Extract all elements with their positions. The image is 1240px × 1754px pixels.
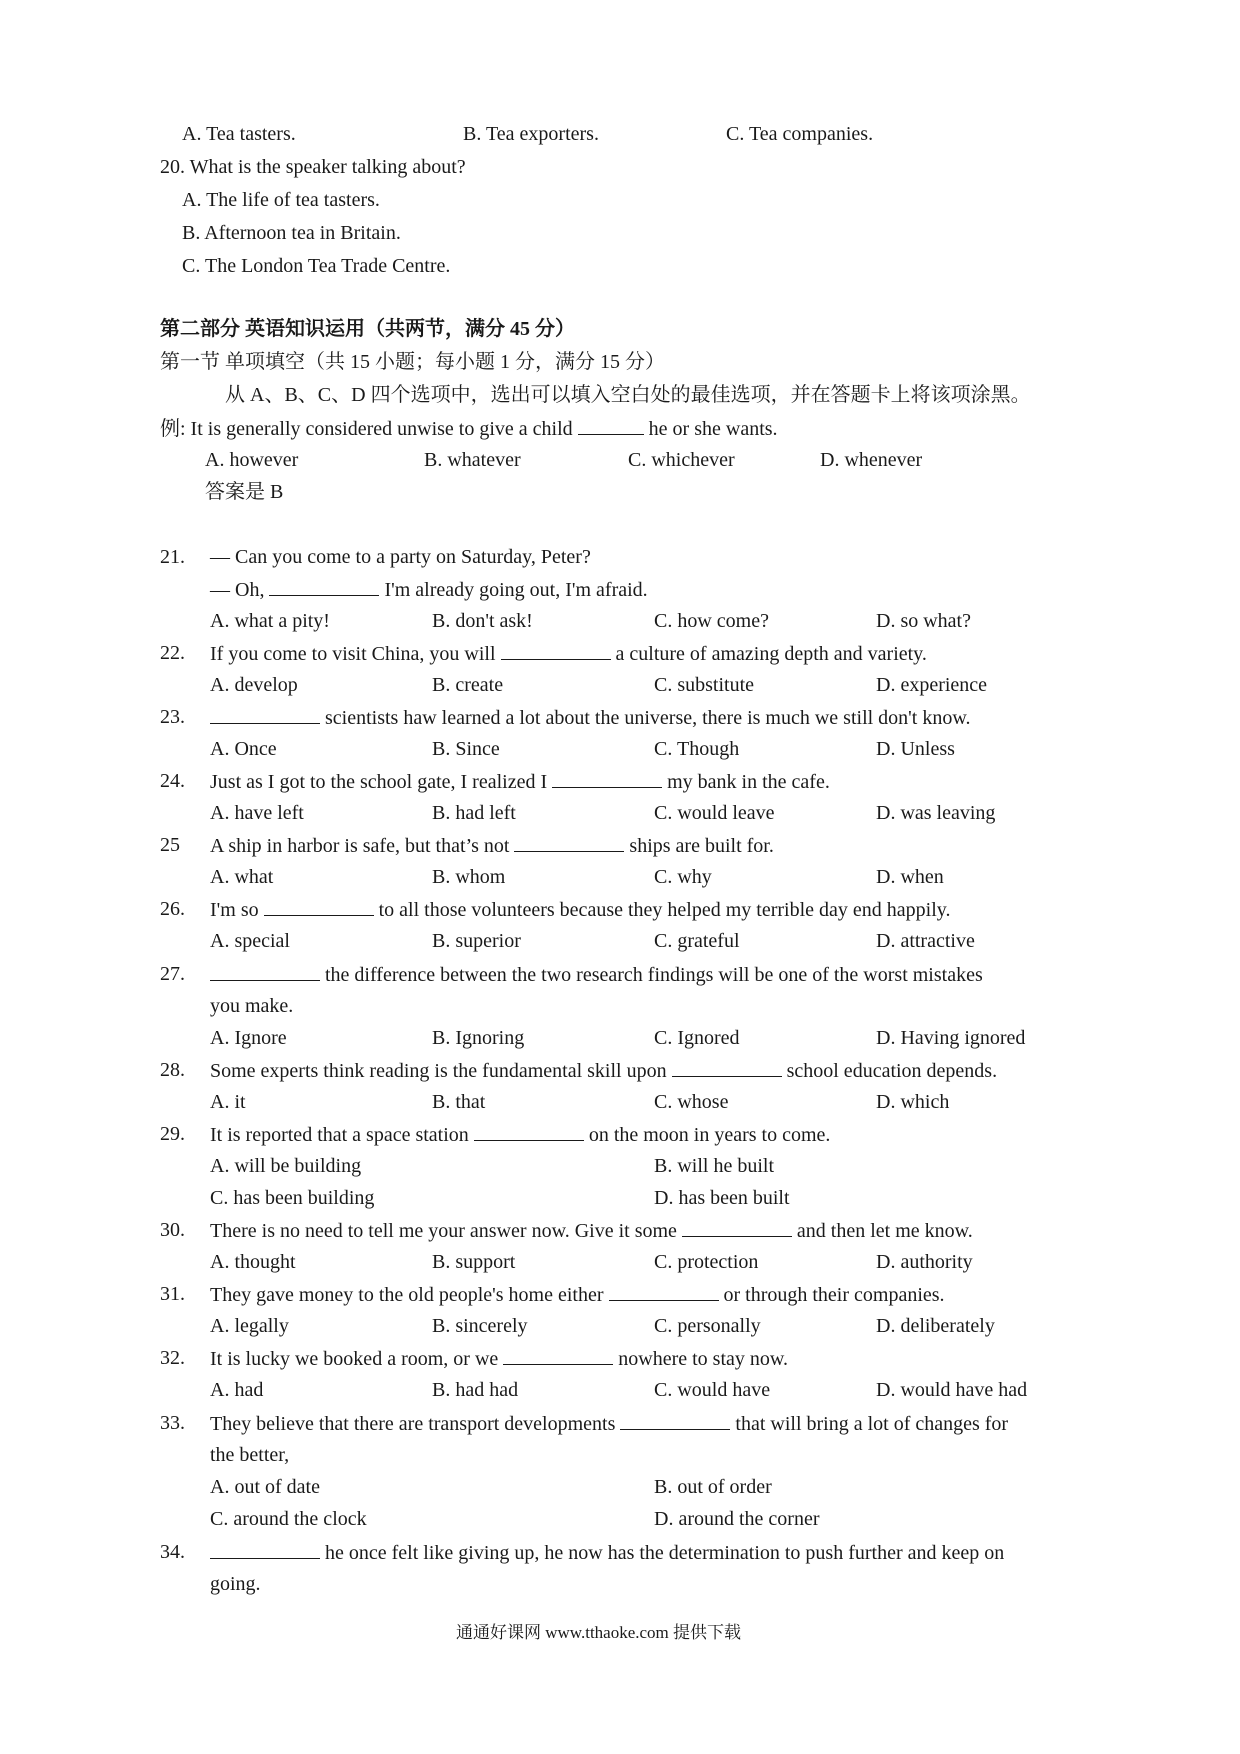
q31-stem [210,1282,945,1307]
q20-stem: 20. What is the speaker talking about? [160,156,466,178]
q25-stem [210,833,774,858]
q34-stem [210,1540,1004,1565]
q29-stem-post: on the moon in years to come. [588,1124,831,1146]
q33-option-a: A. out of date [210,1476,320,1498]
q26-number: 26. [160,898,185,920]
q32-option-b: B. had had [432,1379,519,1401]
answer-blank [210,705,320,724]
answer-blank [514,833,624,852]
q29-number: 29. [160,1123,185,1145]
q29-option-b: B. will he built [654,1155,774,1177]
q24-option-c: C. would leave [654,802,775,824]
q25-number: 25 [160,834,180,856]
part2-title: 第二部分 英语知识运用（共两节，满分 45 分） [160,318,575,340]
q31-option-d: D. deliberately [876,1315,995,1337]
q19-option-c: C. Tea companies. [726,123,874,145]
section1-instruction: 从 A、B、C、D 四个选项中，选出可以填入空白处的最佳选项，并在答题卡上将该项涂黑。 [225,384,1031,406]
q23-option-a: A. Once [210,738,277,760]
q27-option-d: D. Having ignored [876,1027,1026,1049]
q33-stem-pre: They believe that there are transport developments [210,1413,616,1435]
q22-stem [210,641,927,666]
example-stem-pre: 例: It is generally considered unwise to give a child [160,418,573,440]
q33-number: 33. [160,1412,185,1434]
q20-option-b: B. Afternoon tea in Britain. [182,222,401,244]
q30-option-a: A. thought [210,1251,296,1273]
q31-option-a: A. legally [210,1315,289,1337]
q27-number: 27. [160,963,185,985]
q26-option-b: B. superior [432,930,521,952]
q30-option-c: C. protection [654,1251,759,1273]
q32-stem-pre: It is lucky we booked a room, or we [210,1348,499,1370]
page-footer: 通通好课网 www.tthaoke.com 提供下载 [456,1623,742,1642]
q34-stem-line2: going. [210,1573,261,1595]
q31-stem-pre: They gave money to the old people's home either [210,1284,604,1306]
q19-option-b: B. Tea exporters. [463,123,599,145]
example-answer: 答案是 B [205,481,284,503]
q28-option-c: C. whose [654,1091,729,1113]
q34-stem-post: he once felt like giving up, he now has the determination to push further and keep on [325,1542,1005,1564]
q21-line1: — Can you come to a party on Saturday, Peter? [210,546,591,568]
q28-option-a: A. it [210,1091,246,1113]
q21-line2-post: I'm already going out, I'm afraid. [384,579,648,601]
q25-stem-pre: A ship in harbor is safe, but that’s not [210,835,510,857]
q24-number: 24. [160,770,185,792]
q27-stem-line2: you make. [210,995,294,1017]
answer-blank [620,1411,730,1430]
q26-stem [210,897,950,922]
q22-option-a: A. develop [210,674,298,696]
q32-option-c: C. would have [654,1379,771,1401]
q33-option-d: D. around the corner [654,1508,820,1530]
q28-option-b: B. that [432,1091,486,1113]
answer-blank [210,1540,320,1559]
q29-stem-pre: It is reported that a space station [210,1124,469,1146]
q29-option-a: A. will be building [210,1155,362,1177]
answer-blank [552,769,662,788]
q27-option-b: B. Ignoring [432,1027,525,1049]
q30-stem-post: and then let me know. [796,1220,973,1242]
section1-title: 第一节 单项填空（共 15 小题；每小题 1 分，满分 15 分） [160,351,665,373]
q24-stem [210,769,830,794]
q25-option-c: C. why [654,866,712,888]
q28-stem-post: school education depends. [786,1060,998,1082]
q30-option-d: D. authority [876,1251,973,1273]
q31-option-b: B. sincerely [432,1315,528,1337]
q21-option-b: B. don't ask! [432,610,533,632]
q23-stem-post: scientists haw learned a lot about the universe, there is much we still don't know. [325,707,971,729]
q21-line2 [210,577,648,602]
q22-option-b: B. create [432,674,504,696]
answer-blank [578,416,644,435]
answer-blank [210,962,320,981]
example-stem-post: he or she wants. [648,418,778,440]
q21-option-c: C. how come? [654,610,769,632]
q31-number: 31. [160,1283,185,1305]
q28-stem-pre: Some experts think reading is the fundamental skill upon [210,1060,667,1082]
q24-option-d: D. was leaving [876,802,996,824]
q26-option-a: A. special [210,930,290,952]
q21-number: 21. [160,546,185,568]
answer-blank [503,1346,613,1365]
q25-option-a: A. what [210,866,274,888]
answer-blank [609,1282,719,1301]
q22-option-c: C. substitute [654,674,755,696]
answer-blank [682,1218,792,1237]
q32-stem-post: nowhere to stay now. [618,1348,789,1370]
q31-option-c: C. personally [654,1315,761,1337]
example-stem [160,416,778,441]
q30-number: 30. [160,1219,185,1241]
q33-option-b: B. out of order [654,1476,772,1498]
q20-option-c: C. The London Tea Trade Centre. [182,255,451,277]
q33-option-c: C. around the clock [210,1508,367,1530]
q24-option-a: A. have left [210,802,304,824]
q22-stem-post: a culture of amazing depth and variety. [615,643,927,665]
answer-blank [474,1122,584,1141]
q25-option-b: B. whom [432,866,506,888]
q30-stem-pre: There is no need to tell me your answer now. Give it some [210,1220,677,1242]
q26-stem-pre: I'm so [210,899,259,921]
q21-option-a: A. what a pity! [210,610,330,632]
example-option-d: D. whenever [820,449,923,471]
q32-option-a: A. had [210,1379,264,1401]
q26-option-d: D. attractive [876,930,975,952]
q24-stem-pre: Just as I got to the school gate, I realized I [210,771,548,793]
q22-stem-pre: If you come to visit China, you will [210,643,496,665]
q21-option-d: D. so what? [876,610,971,632]
q22-number: 22. [160,642,185,664]
q30-stem [210,1218,973,1243]
q23-stem [210,705,971,730]
q28-option-d: D. which [876,1091,950,1113]
example-option-c: C. whichever [628,449,735,471]
q34-number: 34. [160,1541,185,1563]
q25-option-d: D. when [876,866,944,888]
q25-stem-post: ships are built for. [629,835,774,857]
q29-stem [210,1122,830,1147]
q23-number: 23. [160,706,185,728]
q28-stem [210,1058,997,1083]
q29-option-c: C. has been building [210,1187,375,1209]
q27-stem [210,962,983,987]
q31-stem-post: or through their companies. [723,1284,945,1306]
q24-option-b: B. had left [432,802,516,824]
q33-stem [210,1411,1008,1436]
example-option-a: A. however [205,449,299,471]
answer-blank [501,641,611,660]
q24-stem-post: my bank in the cafe. [667,771,830,793]
answer-blank [269,577,379,596]
q32-number: 32. [160,1347,185,1369]
q26-stem-post: to all those volunteers because they helped my terrible day end happily. [378,899,951,921]
q23-option-d: D. Unless [876,738,955,760]
answer-blank [264,897,374,916]
q28-number: 28. [160,1059,185,1081]
q26-option-c: C. grateful [654,930,740,952]
q21-line2-pre: — Oh, [210,579,265,601]
q30-option-b: B. support [432,1251,516,1273]
q27-option-a: A. Ignore [210,1027,287,1049]
q27-option-c: C. Ignored [654,1027,740,1049]
q22-option-d: D. experience [876,674,988,696]
q33-stem-post: that will bring a lot of changes for [735,1413,1009,1435]
q32-option-d: D. would have had [876,1379,1028,1401]
q29-option-d: D. has been built [654,1187,790,1209]
q23-option-c: C. Though [654,738,740,760]
q23-option-b: B. Since [432,738,500,760]
q32-stem [210,1346,788,1371]
q27-stem-post: the difference between the two research findings will be one of the worst mistakes [325,964,983,986]
example-option-b: B. whatever [424,449,521,471]
answer-blank [672,1058,782,1077]
q33-stem-line2: the better, [210,1444,290,1466]
q20-option-a: A. The life of tea tasters. [182,189,380,211]
q19-option-a: A. Tea tasters. [182,123,296,145]
